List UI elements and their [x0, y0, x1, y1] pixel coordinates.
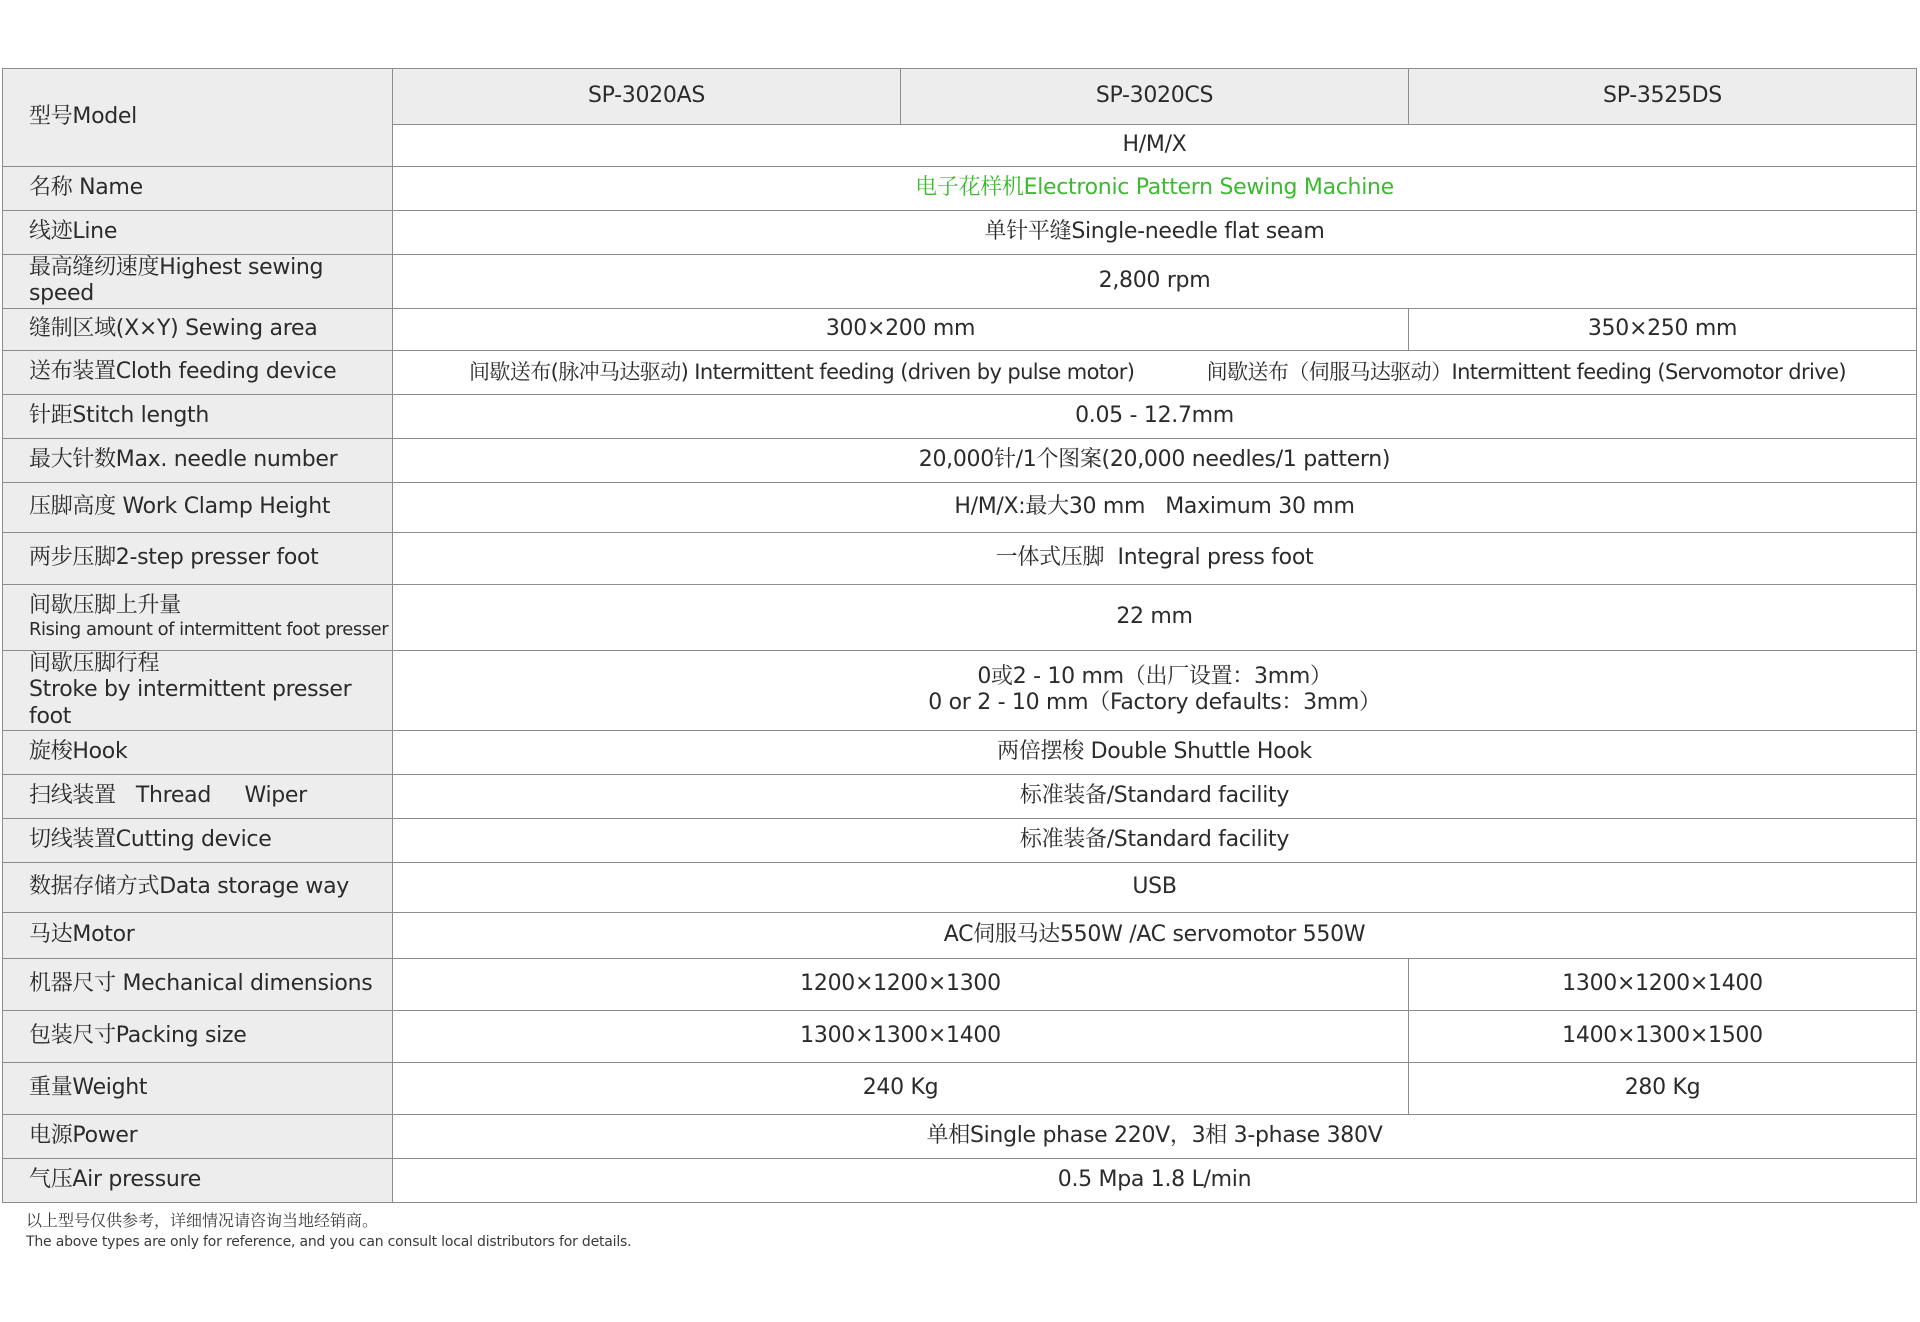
- row-stitch-length: [3, 394, 1917, 438]
- row-cloth-feeding: [3, 350, 1917, 394]
- row-stroke: [3, 650, 1917, 730]
- label-sewing-area: 缝制区域(X×Y) Sewing area: [3, 308, 393, 350]
- row-storage: [3, 862, 1917, 912]
- label-rising-amount-en: Rising amount of intermittent foot presser: [29, 619, 389, 641]
- footer-note: [26, 1210, 631, 1252]
- value-line: 单针平缝Single-needle flat seam: [393, 211, 1917, 255]
- value-needle-number: 20,000针/1个图案(20,000 needles/1 pattern): [393, 438, 1917, 482]
- value-packing-ab: 1300×1300×1400: [393, 1010, 1409, 1062]
- row-sewing-area: [3, 308, 1917, 350]
- value-power: 单相Single phase 220V，3相 3-phase 380V: [393, 1114, 1917, 1158]
- row-weight: [3, 1062, 1917, 1114]
- value-stitch-length: 0.05 - 12.7mm: [393, 394, 1917, 438]
- value-mech-dims-ab: 1200×1200×1300: [393, 958, 1409, 1010]
- label-wiper: 扫线装置 Thread Wiper: [3, 774, 393, 818]
- label-motor: 马达Motor: [3, 912, 393, 958]
- value-name: 电子花样机Electronic Pattern Sewing Machine: [393, 167, 1917, 211]
- value-clamp-height: H/M/X:最大30 mm Maximum 30 mm: [393, 482, 1917, 532]
- value-wiper: 标准装备/Standard facility: [393, 774, 1917, 818]
- label-line: 线迹Line: [3, 211, 393, 255]
- row-speed: [3, 255, 1917, 309]
- value-storage: USB: [393, 862, 1917, 912]
- row-power: [3, 1114, 1917, 1158]
- row-air: [3, 1158, 1917, 1202]
- row-presser-foot: [3, 532, 1917, 584]
- value-sewing-area-c: 350×250 mm: [1409, 308, 1917, 350]
- value-speed: 2,800 rpm: [393, 255, 1917, 309]
- value-cloth-feeding: [393, 350, 1917, 394]
- label-mech-dims: 机器尺寸 Mechanical dimensions: [3, 958, 393, 1010]
- row-mech-dims: [3, 958, 1917, 1010]
- row-packing: [3, 1010, 1917, 1062]
- label-presser-foot: 两步压脚2-step presser foot: [3, 532, 393, 584]
- value-cloth-feeding-ab: 间歇送布(脉冲马达驱动) Intermittent feeding (driven by pulse motor): [469, 359, 1135, 384]
- label-rising-amount: [3, 584, 393, 650]
- label-weight: 重量Weight: [3, 1062, 393, 1114]
- label-clamp-height: 压脚高度 Work Clamp Height: [3, 482, 393, 532]
- value-stroke: [393, 650, 1917, 730]
- row-name: [3, 167, 1917, 211]
- value-stroke-line1: 0或2 - 10 mm（出厂设置：3mm）: [977, 663, 1332, 689]
- model-variant: H/M/X: [393, 125, 1917, 167]
- label-cutting: 切线装置Cutting device: [3, 818, 393, 862]
- label-name: 名称 Name: [3, 167, 393, 211]
- row-hook: [3, 730, 1917, 774]
- value-mech-dims-c: 1300×1200×1400: [1409, 958, 1917, 1010]
- value-sewing-area-ab: 300×200 mm: [393, 308, 1409, 350]
- label-rising-amount-cn: 间歇压脚上升量: [29, 592, 181, 618]
- footer-note-en: The above types are only for reference, and you can consult local distributors for details.: [26, 1234, 632, 1250]
- label-hook: 旋梭Hook: [3, 730, 393, 774]
- label-needle-number: 最大针数Max. needle number: [3, 438, 393, 482]
- row-cutting: [3, 818, 1917, 862]
- value-air: 0.5 Mpa 1.8 L/min: [393, 1158, 1917, 1202]
- row-motor: [3, 912, 1917, 958]
- label-model: 型号Model: [3, 69, 393, 167]
- label-speed: 最高缝纫速度Highest sewing speed: [3, 255, 393, 309]
- value-cutting: 标准装备/Standard facility: [393, 818, 1917, 862]
- value-rising-amount: 22 mm: [393, 584, 1917, 650]
- spec-table: [2, 68, 1917, 1203]
- row-wiper: [3, 774, 1917, 818]
- label-stroke: [3, 650, 393, 730]
- row-rising-amount: [3, 584, 1917, 650]
- label-packing: 包装尺寸Packing size: [3, 1010, 393, 1062]
- value-weight-ab: 240 Kg: [393, 1062, 1409, 1114]
- label-stroke-cn: 间歇压脚行程: [29, 650, 160, 676]
- row-needle-number: [3, 438, 1917, 482]
- label-stroke-en: Stroke by intermittent presser foot: [29, 677, 352, 729]
- label-storage: 数据存储方式Data storage way: [3, 862, 393, 912]
- model-col-1: SP-3020AS: [393, 69, 901, 125]
- value-packing-c: 1400×1300×1500: [1409, 1010, 1917, 1062]
- value-weight-c: 280 Kg: [1409, 1062, 1917, 1114]
- value-stroke-line2: 0 or 2 - 10 mm（Factory defaults：3mm）: [928, 690, 1381, 716]
- row-line: [3, 211, 1917, 255]
- model-col-2: SP-3020CS: [901, 69, 1409, 125]
- label-air: 气压Air pressure: [3, 1158, 393, 1202]
- row-clamp-height: [3, 482, 1917, 532]
- model-col-3: SP-3525DS: [1409, 69, 1917, 125]
- label-power: 电源Power: [3, 1114, 393, 1158]
- cloth-feeding-split: [393, 360, 1916, 385]
- label-cloth-feeding: 送布装置Cloth feeding device: [3, 350, 393, 394]
- value-motor: AC伺服马达550W /AC servomotor 550W: [393, 912, 1917, 958]
- value-hook: 两倍摆梭 Double Shuttle Hook: [393, 730, 1917, 774]
- value-presser-foot: 一体式压脚 Integral press foot: [393, 532, 1917, 584]
- value-cloth-feeding-c: 间歇送布（伺服马达驱动）Intermittent feeding (Servomotor drive): [1206, 359, 1846, 384]
- footer-note-cn: 以上型号仅供参考，详细情况请咨询当地经销商。: [26, 1211, 379, 1230]
- row-model: [3, 69, 1917, 125]
- label-stitch-length: 针距Stitch length: [3, 394, 393, 438]
